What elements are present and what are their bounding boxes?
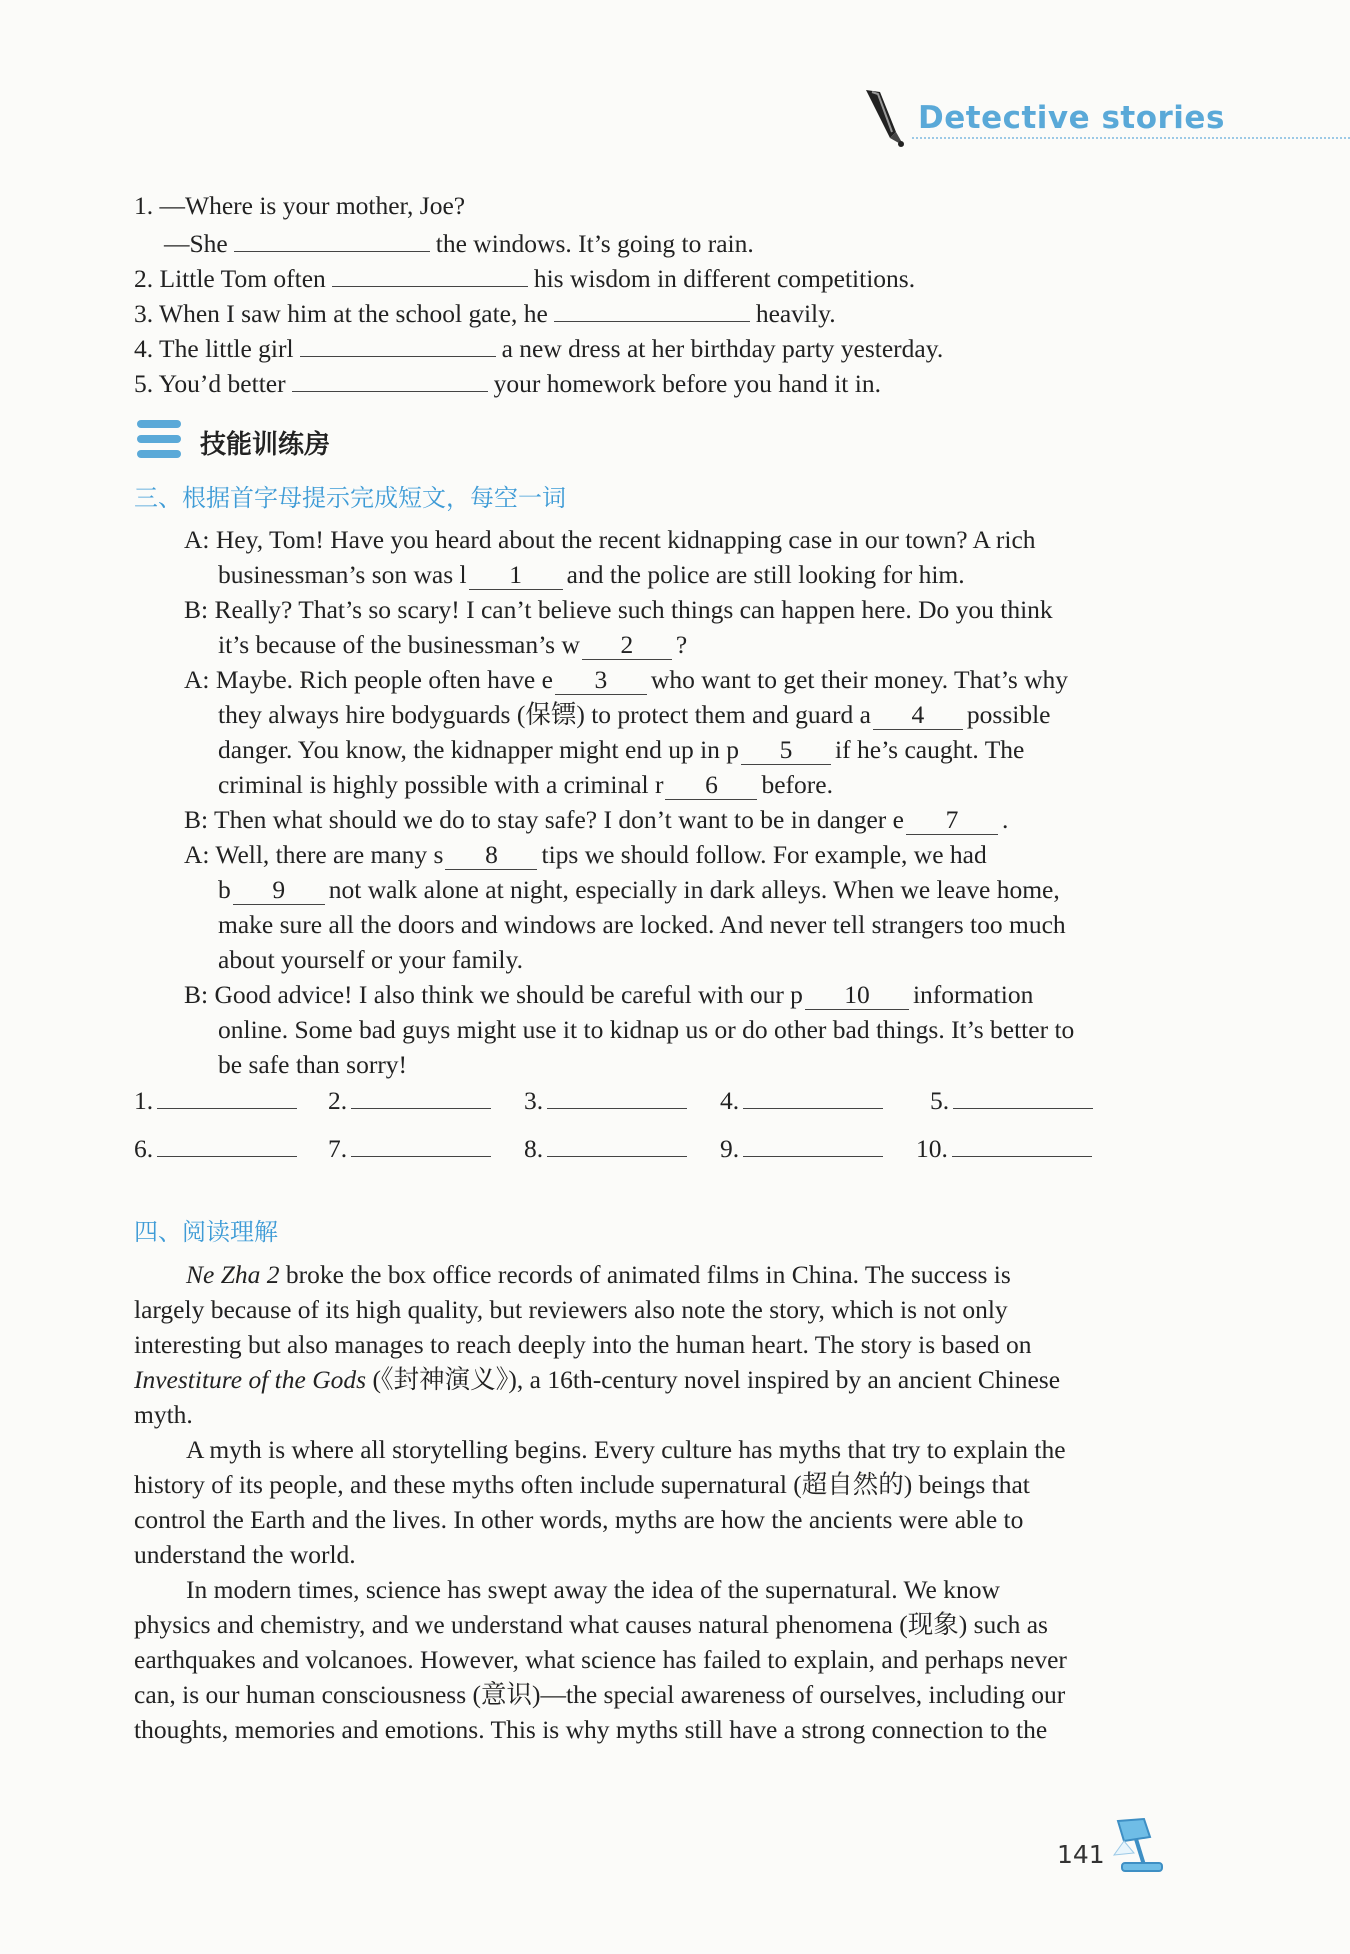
skill-section-title: 技能训练房 xyxy=(200,430,331,460)
answer-blank[interactable] xyxy=(300,328,496,357)
gap-2[interactable]: 2 xyxy=(582,631,672,660)
answer-item[interactable]: 8. xyxy=(524,1130,687,1164)
gap-6[interactable]: 6 xyxy=(665,771,757,800)
dialog-line: be safe than sorry! xyxy=(218,1050,408,1079)
dialog-line: A: Well, there are many s 8 tips we should follow. For example, we had xyxy=(184,840,987,869)
sentence-1: 1. —Where is your mother, Joe? xyxy=(134,191,466,220)
skill-section-icon xyxy=(135,418,183,460)
passage-line: understand the world. xyxy=(134,1540,356,1569)
answer-item[interactable]: 3. xyxy=(524,1082,687,1116)
answer-item[interactable]: 10. xyxy=(916,1130,1092,1164)
gap-7[interactable]: 7 xyxy=(906,806,998,835)
dialog-line: A: Maybe. Rich people often have e 3 who want to get their money. That’s why xyxy=(184,665,1069,694)
passage-line: myth. xyxy=(134,1400,193,1429)
answer-item[interactable]: 2. xyxy=(328,1082,491,1116)
part3-label: 三、根据首字母提示完成短文，每空一词 xyxy=(134,484,566,512)
header-title: Detective stories xyxy=(918,100,1225,136)
dialog-line: B: Really? That’s so scary! I can’t believe such things can happen here. Do you think xyxy=(184,595,1053,624)
answer-blank[interactable] xyxy=(554,293,750,322)
pen-icon xyxy=(860,88,910,150)
desk-lamp-icon xyxy=(1100,1815,1168,1875)
dialog-line: b 9 not walk alone at night, especially in dark alleys. When we leave home, xyxy=(218,875,1060,904)
answer-item[interactable]: 4. xyxy=(720,1082,883,1116)
passage-line: A myth is where all storytelling begins. Every culture has myths that try to explain the xyxy=(186,1435,1066,1464)
gap-8[interactable]: 8 xyxy=(445,841,537,870)
passage-line: interesting but also manages to reach deeply into the human heart. The story is based on xyxy=(134,1330,1032,1359)
dialog-line: online. Some bad guys might use it to kidnap us or do other bad things. It’s better to xyxy=(218,1015,1075,1044)
page-header xyxy=(860,88,1350,148)
dialog-line: B: Then what should we do to stay safe? I don’t want to be in danger e 7 . xyxy=(184,805,1009,834)
gap-5[interactable]: 5 xyxy=(741,736,831,765)
passage-line: physics and chemistry, and we understand what causes natural phenomena (现象) such as xyxy=(134,1610,1048,1639)
answer-blank[interactable] xyxy=(292,363,488,392)
answer-item[interactable]: 1. xyxy=(134,1082,297,1116)
passage-line: In modern times, science has swept away the idea of the supernatural. We know xyxy=(186,1575,1000,1604)
answer-item[interactable]: 6. xyxy=(134,1130,297,1164)
sentence-2: 2. Little Tom often his wisdom in different competitions. xyxy=(134,258,915,296)
page-number: 141 xyxy=(1057,1840,1105,1869)
gap-10[interactable]: 10 xyxy=(805,981,909,1010)
dialog-line: about yourself or your family. xyxy=(218,945,523,974)
dialog-line: they always hire bodyguards (保镖) to protect them and guard a 4 possible xyxy=(218,700,1051,729)
part4-label: 四、阅读理解 xyxy=(134,1218,278,1246)
header-divider xyxy=(912,137,1350,139)
passage-line: control the Earth and the lives. In other words, myths are how the ancients were able to xyxy=(134,1505,1024,1534)
gap-1[interactable]: 1 xyxy=(469,561,563,590)
answer-item[interactable]: 5. xyxy=(930,1082,1093,1116)
answer-item[interactable]: 9. xyxy=(720,1130,883,1164)
dialog-line: it’s because of the businessman’s w 2 ? xyxy=(218,630,688,659)
dialog-line: A: Hey, Tom! Have you heard about the recent kidnapping case in our town? A rich xyxy=(184,525,1036,554)
dialog-line: danger. You know, the kidnapper might end up in p 5 if he’s caught. The xyxy=(218,735,1025,764)
passage-line: earthquakes and volcanoes. However, what science has failed to explain, and perhaps never xyxy=(134,1645,1067,1674)
dialog-line: businessman’s son was l 1 and the police are still looking for him. xyxy=(218,560,965,589)
dialog-line: criminal is highly possible with a criminal r 6 before. xyxy=(218,770,833,799)
gap-3[interactable]: 3 xyxy=(555,666,647,695)
gap-9[interactable]: 9 xyxy=(233,876,325,905)
dialog-line: make sure all the doors and windows are locked. And never tell strangers too much xyxy=(218,910,1066,939)
passage-line: Ne Zha 2 broke the box office records of animated films in China. The success is xyxy=(186,1260,1011,1289)
answer-blank[interactable] xyxy=(332,258,528,287)
sentence-5: 5. You’d better your homework before you hand it in. xyxy=(134,363,881,401)
sentence-3: 3. When I saw him at the school gate, he heavily. xyxy=(134,293,836,331)
passage-line: can, is our human consciousness (意识)—the special awareness of ourselves, including our xyxy=(134,1680,1066,1709)
passage-line: thoughts, memories and emotions. This is why myths still have a strong connection to the xyxy=(134,1715,1048,1744)
passage-line: largely because of its high quality, but reviewers also note the story, which is not only xyxy=(134,1295,1008,1324)
gap-4[interactable]: 4 xyxy=(873,701,963,730)
passage-line: Investiture of the Gods (《封神演义》), a 16th-century novel inspired by an ancient Chinese xyxy=(134,1365,1061,1394)
sentence-4: 4. The little girl a new dress at her birthday party yesterday. xyxy=(134,328,943,366)
dialog-line: B: Good advice! I also think we should be careful with our p 10 information xyxy=(184,980,1034,1009)
sentence-1-reply: —She the windows. It’s going to rain. xyxy=(164,223,754,261)
answer-item[interactable]: 7. xyxy=(328,1130,491,1164)
answer-blank[interactable] xyxy=(234,223,430,252)
passage-line: history of its people, and these myths often include supernatural (超自然的) beings that xyxy=(134,1470,1030,1499)
